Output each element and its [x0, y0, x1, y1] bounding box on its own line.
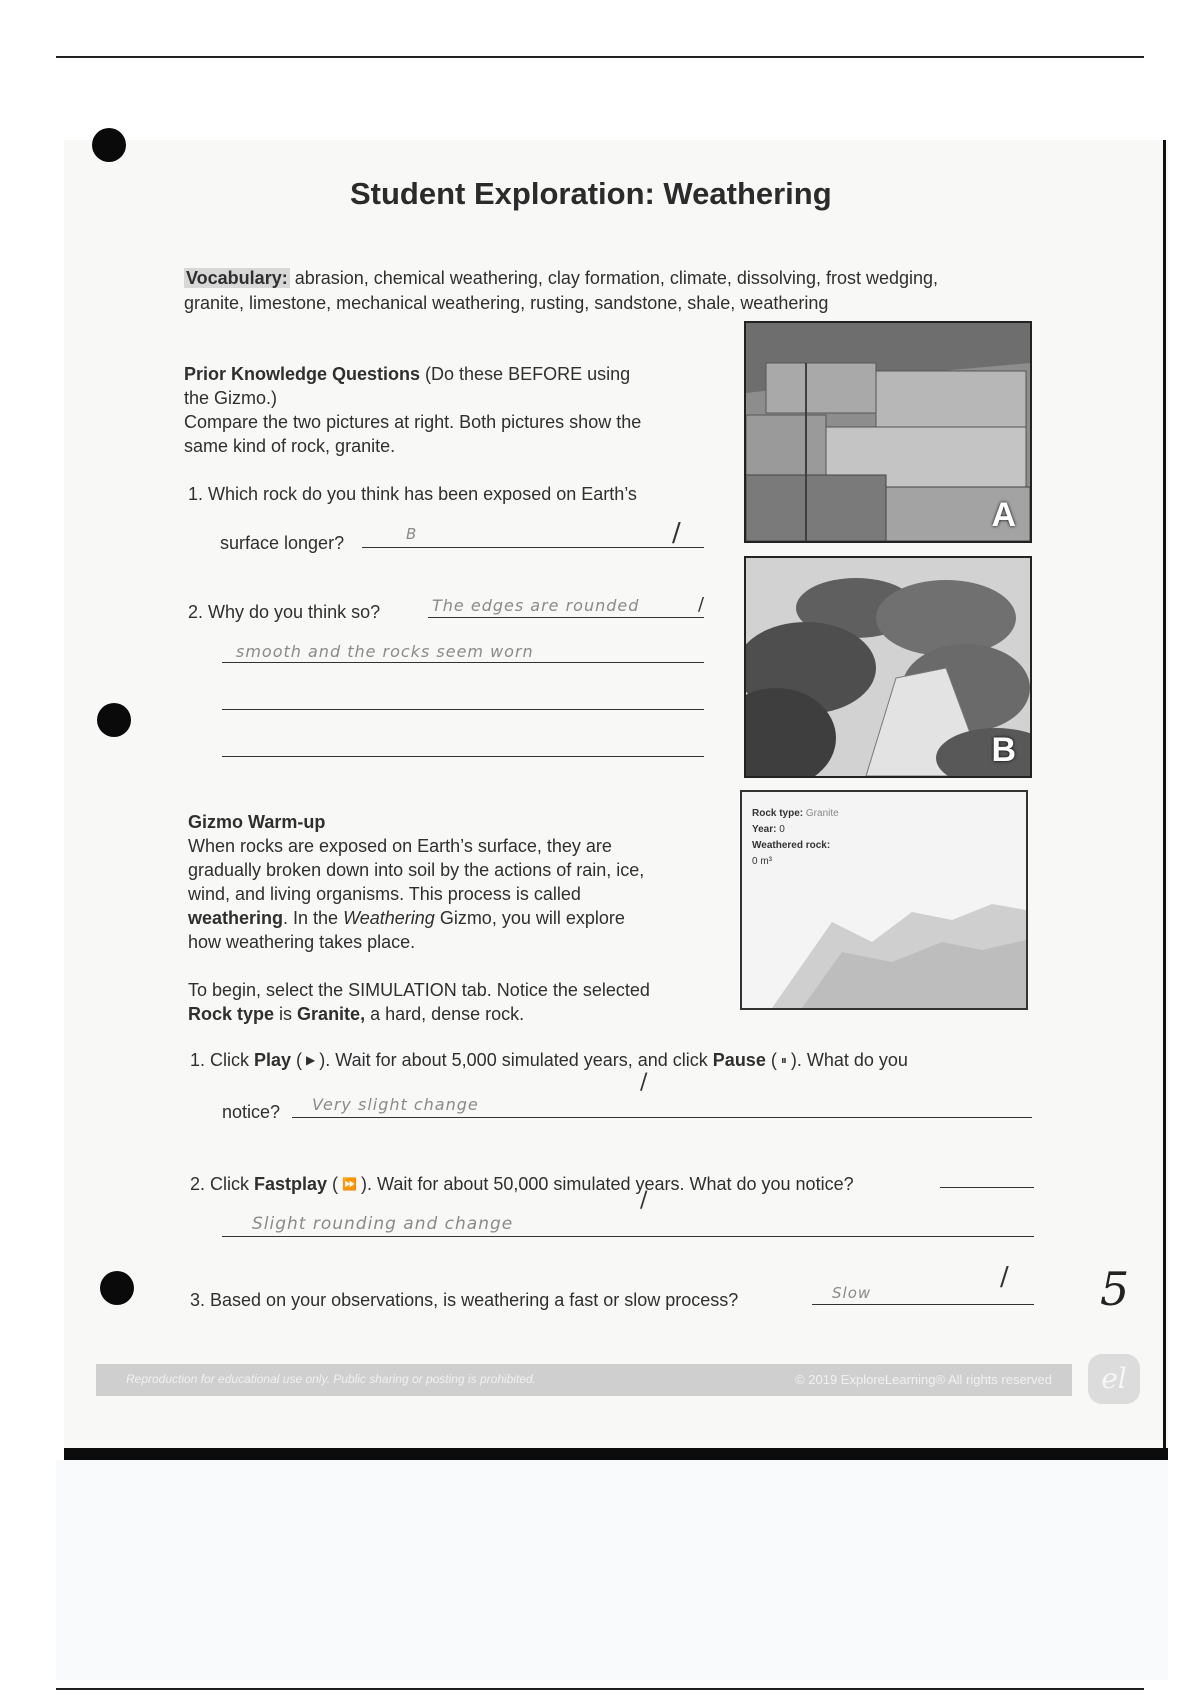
warmup-line-3: wind, and living organisms. This process is called	[188, 884, 581, 904]
prior-q2-answer-2: smooth and the rocks seem worn	[236, 642, 534, 661]
vocabulary-label: Vocabulary:	[186, 268, 288, 288]
footer-notice: Reproduction for educational use only. Public sharing or posting is prohibited.	[126, 1372, 537, 1386]
punch-hole-top	[92, 128, 126, 162]
warmup-q2-answer-line-2	[222, 1236, 1034, 1237]
rock-type-label: Rock type:	[752, 808, 804, 819]
page-edge-bottom	[64, 1448, 1168, 1460]
prior-line-4: same kind of rock, granite.	[184, 436, 396, 456]
page-edge-right	[1163, 140, 1166, 1450]
warmup-q2-a: 2. Click	[190, 1174, 255, 1194]
warmup-q3-answer-line	[812, 1304, 1034, 1305]
warmup-q1-answer-line	[292, 1117, 1032, 1118]
prior-line-2: the Gizmo.)	[184, 388, 278, 408]
warmup-q3: 3. Based on your observations, is weathering a fast or slow process?	[190, 1290, 739, 1310]
warmup-q1-line-1	[190, 1048, 908, 1072]
punch-hole-bottom	[100, 1271, 134, 1305]
warmup-q3-answer: Slow	[832, 1284, 872, 1302]
warmup-q2-b: (	[327, 1174, 339, 1194]
prior-q1-line-2: surface longer?	[220, 533, 345, 553]
gizmo-simulation-thumbnail	[740, 790, 1028, 1010]
warmup-line-4-b: Gizmo, you will explore	[434, 908, 625, 928]
check-mark: /	[698, 594, 705, 615]
warmup-q2-answer: Slight rounding and change	[252, 1214, 514, 1234]
warmup-line-4	[188, 906, 625, 930]
top-rule	[56, 56, 1144, 58]
warmup-q2-c: ). Wait for about 50,000 simulated years. What do you notice?	[361, 1174, 854, 1194]
warmup-q2-line	[190, 1172, 854, 1196]
prior-q2-answer-line-1	[428, 617, 704, 618]
warmup-q1-notice: notice?	[222, 1102, 281, 1122]
rock-type-value: Granite	[805, 808, 839, 819]
photo-a-label: A	[991, 496, 1016, 534]
warmup-q1-d: (	[765, 1050, 777, 1070]
warmup-q1-b: (	[291, 1050, 303, 1070]
rock-type-term: Rock type	[188, 1004, 275, 1024]
photo-b-image	[746, 558, 1030, 776]
vocabulary-terms-2: granite, limestone, mechanical weathering, rusting, sandstone, shale, weathering	[184, 293, 829, 313]
vocabulary-line-1	[184, 266, 938, 290]
page-title: Student Exploration: Weathering	[350, 176, 832, 211]
fastplay-icon: ⏩	[342, 1177, 357, 1191]
pause-term: Pause	[712, 1050, 766, 1070]
check-mark: /	[1000, 1262, 1009, 1292]
play-icon: ▶	[306, 1053, 316, 1067]
year-label: Year:	[752, 824, 777, 835]
weathered-rock-label: Weathered rock:	[752, 840, 831, 851]
punch-hole-middle	[97, 703, 131, 737]
check-mark: /	[640, 1070, 648, 1095]
prior-knowledge-heading: Prior Knowledge Questions	[184, 364, 421, 384]
footer-copyright: © 2019 ExploreLearning® All rights reserved	[795, 1372, 1052, 1387]
warmup-line-2: gradually broken down into soil by the actions of rain, ice,	[188, 860, 645, 880]
photo-a-image	[746, 323, 1030, 541]
warmup-heading: Gizmo Warm-up	[188, 812, 326, 832]
prior-q1-answer: B	[406, 525, 418, 543]
prior-knowledge-heading-rest: (Do these BEFORE using	[420, 364, 631, 384]
vocabulary-terms-1: abrasion, chemical weathering, clay formation, climate, dissolving, frost wedging,	[294, 268, 939, 288]
grade-score: 5	[1100, 1262, 1130, 1316]
warmup-q2-answer-line-1	[940, 1187, 1034, 1188]
prior-q2-prompt: 2. Why do you think so?	[188, 602, 381, 622]
bottom-rule	[56, 1688, 1144, 1690]
granite-term: Granite,	[297, 1004, 366, 1024]
simulation-readout	[752, 806, 839, 870]
warmup-line-6: To begin, select the SIMULATION tab. Notice the selected	[188, 980, 650, 1000]
fastplay-term: Fastplay	[254, 1174, 328, 1194]
prior-q2-answer-line-3	[222, 709, 704, 710]
warmup-line-4-a: . In the	[283, 908, 344, 928]
year-value: 0	[779, 824, 785, 835]
explorelearning-logo: el	[1088, 1354, 1140, 1404]
play-term: Play	[254, 1050, 292, 1070]
warmup-line-1: When rocks are exposed on Earth’s surface, they are	[188, 836, 612, 856]
photo-b-rounded-boulders	[744, 556, 1032, 778]
background-area	[56, 1460, 1168, 1680]
warmup-line-7-end: a hard, dense rock.	[365, 1004, 525, 1024]
prior-q2-answer-line-2	[222, 662, 704, 663]
photo-a-granite-blocks	[744, 321, 1032, 543]
warmup-q1-e: ). What do you	[790, 1050, 908, 1070]
warmup-q1-c: ). Wait for about 5,000 simulated years, and click	[319, 1050, 713, 1070]
prior-q2-answer-line-4	[222, 756, 704, 757]
warmup-q1-answer: Very slight change	[312, 1095, 479, 1114]
check-mark: /	[640, 1188, 648, 1213]
warmup-line-7-mid: is	[274, 1004, 298, 1024]
prior-knowledge-heading-line	[184, 362, 630, 386]
prior-q1-answer-line	[362, 547, 704, 548]
prior-q1-line-1: 1. Which rock do you think has been exposed on Earth’s	[188, 484, 637, 504]
term-weathering: weathering	[188, 908, 284, 928]
check-mark: /	[672, 518, 681, 548]
footer-bar	[96, 1364, 1072, 1396]
gizmo-name: Weathering	[343, 908, 435, 928]
warmup-line-5: how weathering takes place.	[188, 932, 416, 952]
photo-b-label: B	[991, 731, 1016, 769]
prior-q2-answer-1: The edges are rounded	[432, 596, 640, 615]
warmup-q1-a: 1. Click	[190, 1050, 255, 1070]
prior-line-3: Compare the two pictures at right. Both pictures show the	[184, 412, 642, 432]
warmup-line-7	[188, 1002, 524, 1026]
pause-icon: ⏸	[780, 1053, 787, 1067]
weathered-rock-value: 0 m³	[752, 856, 772, 867]
